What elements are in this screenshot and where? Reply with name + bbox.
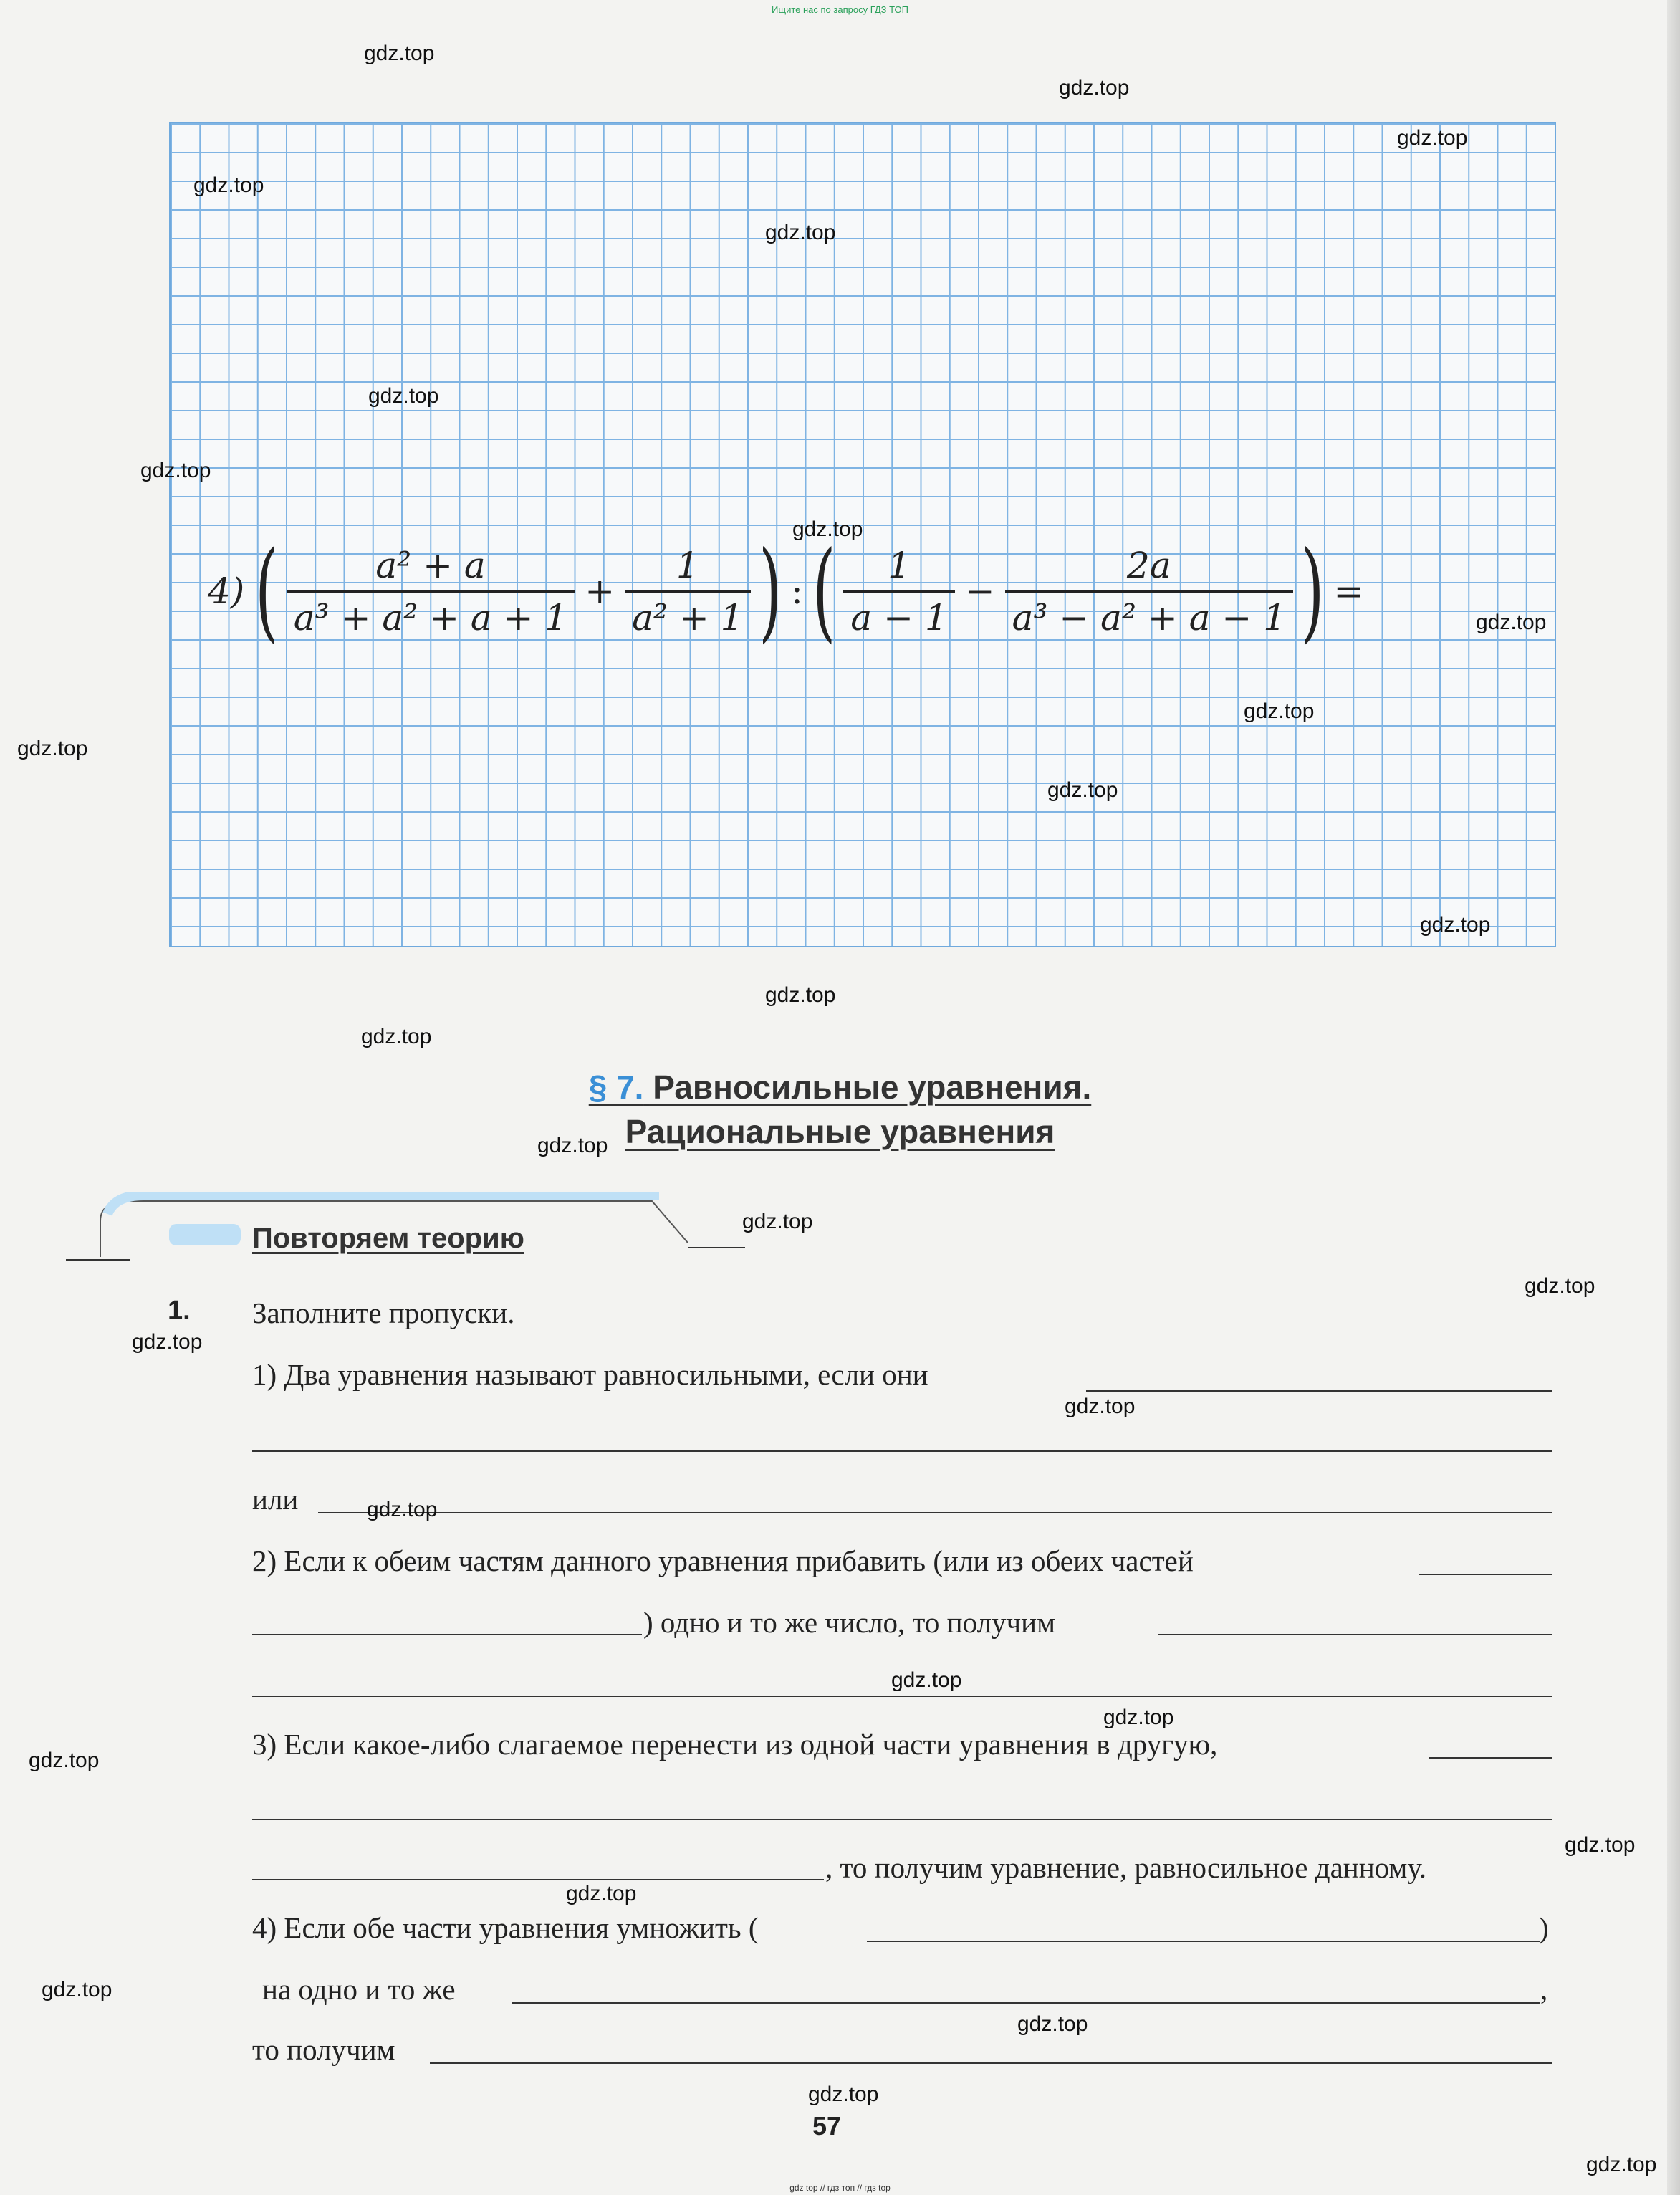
item1-or: или xyxy=(252,1483,299,1516)
blank-2d[interactable] xyxy=(252,1696,1552,1697)
section-title-line2 xyxy=(0,1112,1680,1151)
watermark: gdz.top xyxy=(1065,1395,1136,1418)
blank-2b[interactable] xyxy=(252,1634,642,1635)
page-number: 57 xyxy=(812,2111,842,2141)
item1-text: 1) Два уравнения называют равносильными, если они xyxy=(252,1358,928,1391)
task-number: 1. xyxy=(168,1296,191,1326)
watermark: gdz.top xyxy=(792,517,863,541)
watermark: gdz.top xyxy=(193,173,264,197)
item4-comma: , xyxy=(1540,1973,1548,2006)
fraction-2 xyxy=(625,545,750,639)
item4-text-a: 4) Если обе части уравнения умножить ( xyxy=(252,1911,759,1944)
watermark: gdz.top xyxy=(132,1330,203,1354)
op-minus: − xyxy=(964,570,995,612)
item2-text-b: ) одно и то же число, то получим xyxy=(643,1606,1056,1639)
header-note: Ищите нас по запросу ГДЗ ТОП xyxy=(772,4,908,15)
section-title-line1 xyxy=(0,1068,1680,1106)
fraction-1-den: a³ + a² + a + 1 xyxy=(287,590,575,639)
fraction-2-den: a² + 1 xyxy=(625,590,750,639)
fraction-1-num: a² + a xyxy=(375,544,486,586)
fraction-4-den: a³ − a² + a − 1 xyxy=(1005,590,1293,639)
watermark: gdz.top xyxy=(1397,126,1468,150)
watermark: gdz.top xyxy=(361,1025,432,1048)
watermark: gdz.top xyxy=(1059,76,1130,100)
item3-text-b: , то получим уравнение, равносильное данному. xyxy=(825,1851,1426,1884)
watermark: gdz.top xyxy=(1244,699,1315,723)
watermark: gdz.top xyxy=(537,1134,608,1157)
op-plus: + xyxy=(585,570,615,612)
fraction-3-den: a − 1 xyxy=(843,590,954,639)
blank-4c[interactable] xyxy=(430,2062,1552,2064)
watermark: gdz.top xyxy=(891,1668,962,1692)
watermark: gdz.top xyxy=(1017,2012,1088,2036)
watermark: gdz.top xyxy=(1476,611,1547,634)
item3-text-a: 3) Если какое-либо слагаемое перенести из одной части уравнения в другую, xyxy=(252,1728,1218,1761)
blank-4a[interactable] xyxy=(867,1941,1540,1942)
blank-3a[interactable] xyxy=(1429,1757,1552,1759)
blank-1c[interactable] xyxy=(318,1512,1552,1513)
watermark: gdz.top xyxy=(140,459,211,482)
blank-2c[interactable] xyxy=(1158,1634,1552,1635)
watermark: gdz.top xyxy=(17,737,88,760)
blank-3c[interactable] xyxy=(252,1879,824,1880)
watermark: gdz.top xyxy=(1047,778,1118,802)
watermark: gdz.top xyxy=(29,1749,100,1772)
task-instruction: Заполните пропуски. xyxy=(252,1296,515,1329)
item4-text-c: то получим xyxy=(252,2033,395,2066)
watermark: gdz.top xyxy=(765,983,836,1007)
watermark: gdz.top xyxy=(364,42,435,65)
blank-1b[interactable] xyxy=(252,1450,1552,1452)
blank-2a[interactable] xyxy=(1419,1574,1552,1575)
op-colon: : xyxy=(791,570,803,612)
section-number: § 7. xyxy=(588,1068,644,1106)
blank-1a[interactable] xyxy=(1086,1390,1552,1392)
paren-close: ) xyxy=(758,529,782,654)
theory-label: Повторяем теорию xyxy=(252,1223,524,1254)
fraction-2-num: 1 xyxy=(676,544,699,586)
watermark: gdz.top xyxy=(1103,1706,1174,1729)
watermark: gdz.top xyxy=(765,221,836,244)
item4-close-paren: ) xyxy=(1539,1911,1549,1944)
paren-open-2: ( xyxy=(812,529,836,654)
theory-line-right xyxy=(688,1247,745,1248)
watermark: gdz.top xyxy=(742,1210,813,1233)
item2-text-a: 2) Если к обеим частям данного уравнения прибавить (или из обеих частей xyxy=(252,1544,1194,1577)
watermark: gdz.top xyxy=(367,1498,438,1521)
math-expression xyxy=(208,530,1369,652)
footer-note: gdz top // гдз топ // гдз top xyxy=(789,2183,891,2193)
paren-close-2: ) xyxy=(1301,529,1325,654)
paren-open: ( xyxy=(255,529,279,654)
fraction-1 xyxy=(287,545,575,639)
watermark: gdz.top xyxy=(808,2082,879,2106)
watermark: gdz.top xyxy=(566,1882,637,1905)
fraction-4 xyxy=(1005,545,1293,639)
section-title-text-1: Равносильные уравнения. xyxy=(653,1068,1092,1106)
watermark: gdz.top xyxy=(42,1978,112,2002)
watermark: gdz.top xyxy=(1565,1833,1636,1857)
math-label: 4) xyxy=(208,570,245,612)
fraction-4-num: 2a xyxy=(1127,544,1171,586)
watermark: gdz.top xyxy=(1525,1274,1595,1298)
blank-4b[interactable] xyxy=(512,2002,1540,2004)
watermark: gdz.top xyxy=(1420,913,1491,937)
blank-3b[interactable] xyxy=(252,1819,1552,1820)
theory-line-left xyxy=(66,1259,130,1261)
section-title-text-2: Рациональные уравнения xyxy=(625,1113,1055,1150)
item4-text-b: на одно и то же xyxy=(262,1973,456,2006)
fraction-3-num: 1 xyxy=(888,544,911,586)
watermark: gdz.top xyxy=(368,384,439,408)
op-equals: = xyxy=(1333,570,1364,612)
fraction-3 xyxy=(843,545,954,639)
watermark: gdz.top xyxy=(1586,2153,1657,2176)
